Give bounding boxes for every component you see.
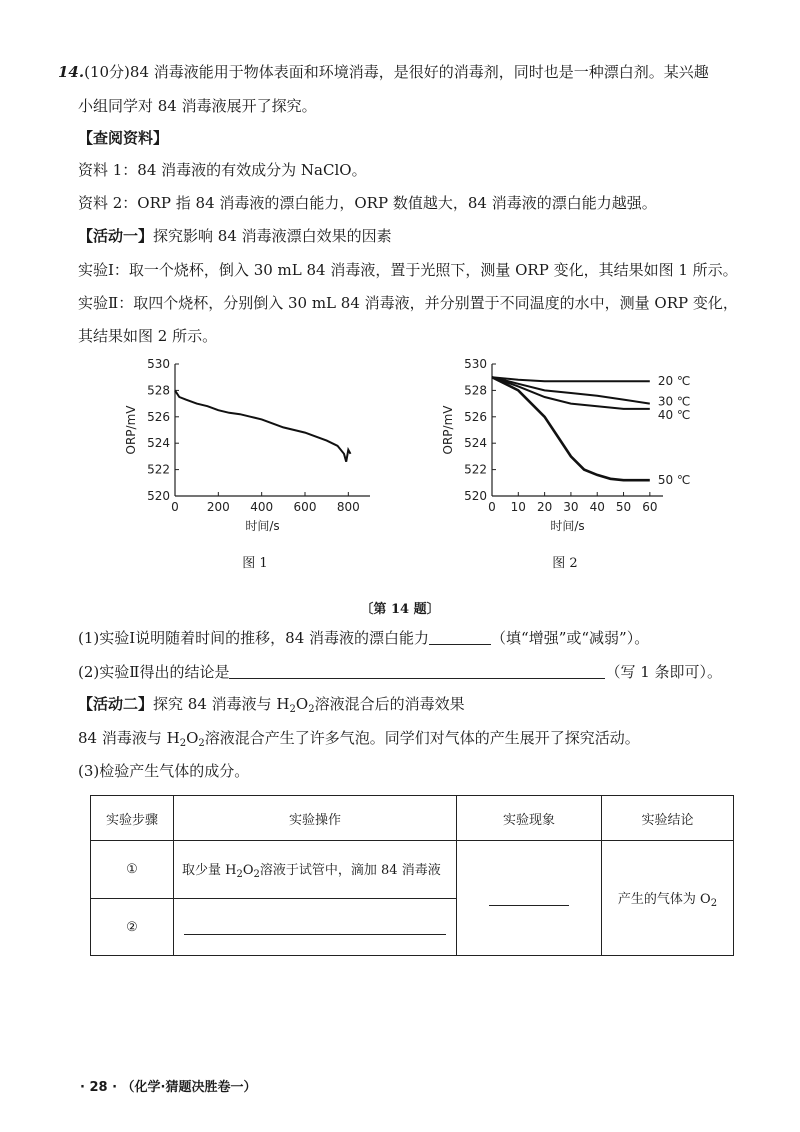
table-header-phenomenon: 实验现象 xyxy=(457,796,602,841)
figure-2-chart xyxy=(435,352,705,547)
conclusion-cell xyxy=(602,841,734,956)
table-header-step: 实验步骤 xyxy=(91,796,174,841)
figure-1-caption: 图 1 xyxy=(242,556,268,571)
step-2-cell: ② xyxy=(91,899,174,956)
q2-answer-blank[interactable] xyxy=(229,662,605,679)
op1-b: O xyxy=(242,863,254,878)
question-number: 14. xyxy=(58,63,85,81)
step-1-cell: ① xyxy=(91,841,174,899)
y-tick-label: 522 xyxy=(147,462,170,477)
x-tick-label: 60 xyxy=(642,500,658,514)
y-tick-label: 528 xyxy=(147,383,170,398)
q1-text-before: (1)实验Ⅰ说明随着时间的推移，84 消毒液的漂白能力 xyxy=(78,629,430,647)
y-tick-label: 526 xyxy=(464,409,487,424)
op1-sub2: 2 xyxy=(253,869,260,880)
figure-label: 〔第 14 题〕 xyxy=(360,602,440,617)
x-tick-label: 10 xyxy=(510,500,526,514)
series-line-1 xyxy=(175,390,351,461)
operation-2-cell xyxy=(174,899,457,956)
activity2-description xyxy=(78,728,640,754)
question-2 xyxy=(78,662,722,682)
research-heading: 【查阅资料】 xyxy=(78,129,169,147)
question-intro-line1 xyxy=(58,62,709,82)
y-axis-label: ORP/mV xyxy=(124,405,138,455)
x-tick-label: 0 xyxy=(488,500,496,514)
question-1 xyxy=(78,628,649,648)
question-score: (10分) xyxy=(84,63,130,81)
x-axis-label: 时间/s xyxy=(550,519,585,533)
q1-answer-blank[interactable] xyxy=(429,628,491,645)
figure-2-caption: 图 2 xyxy=(552,556,578,571)
table-header-operation: 实验操作 xyxy=(174,796,457,841)
x-tick-label: 20 xyxy=(536,500,553,514)
research-item-1: 资料 1：84 消毒液的有效成分为 NaClO。 xyxy=(78,161,367,179)
activity2-heading-line xyxy=(78,694,465,720)
x-tick-label: 400 xyxy=(250,500,274,514)
x-axis-label: 时间/s xyxy=(245,519,280,533)
activity2-title-sub2: 2 xyxy=(308,704,315,715)
activity2-title-c: 溶液混合后的消毒效果 xyxy=(314,695,465,713)
x-tick-label: 0 xyxy=(171,500,179,514)
conclusion-text: 产生的气体为 O xyxy=(617,891,711,907)
activity2-title-b: O xyxy=(295,695,309,713)
x-tick-label: 40 xyxy=(589,500,605,514)
x-tick-label: 600 xyxy=(293,500,317,514)
y-tick-label: 520 xyxy=(464,489,487,503)
operation-1-cell xyxy=(174,841,457,899)
q2-text-after: （写 1 条即可）。 xyxy=(605,663,723,681)
y-tick-label: 526 xyxy=(147,409,170,424)
series-label-3: 40 ℃ xyxy=(657,407,691,422)
q2-text-before: (2)实验Ⅱ得出的结论是 xyxy=(78,663,230,681)
experiment-table xyxy=(90,795,734,956)
table-row xyxy=(91,841,734,899)
y-tick-label: 530 xyxy=(147,357,170,371)
activity1-heading-line xyxy=(78,226,392,246)
x-tick-label: 200 xyxy=(206,500,230,514)
y-tick-label: 530 xyxy=(464,357,487,371)
experiment1-text: 实验Ⅰ：取一个烧杯，倒入 30 mL 84 消毒液，置于光照下，测量 ORP 变化，其结果如图 1 所示。 xyxy=(78,261,738,279)
conclusion-sub: 2 xyxy=(710,897,718,909)
activity1-title: 探究影响 84 消毒液漂白效果的因素 xyxy=(153,227,392,245)
activity2-title-sub1: 2 xyxy=(289,704,296,715)
op1-c: 溶液于试管中，滴加 84 消毒液 xyxy=(259,863,441,878)
intro-text-1: 84 消毒液能用于物体表面和环境消毒，是很好的消毒剂，同时也是一种漂白剂。某兴趣 xyxy=(129,63,709,81)
page-footer: · 28 · （化学·猜题决胜卷一） xyxy=(80,1080,257,1095)
operation-2-answer-blank[interactable] xyxy=(184,918,446,935)
x-tick-label: 30 xyxy=(563,500,579,514)
activity2-line-sub1: 2 xyxy=(179,738,187,749)
series-label-1: 20 ℃ xyxy=(657,374,691,389)
y-tick-label: 524 xyxy=(464,436,487,451)
activity2-line-b: O xyxy=(186,729,199,747)
y-tick-label: 528 xyxy=(464,383,487,398)
phenomenon-cell xyxy=(457,841,602,956)
activity2-line-c: 溶液混合产生了许多气泡。同学们对气体的产生展开了探究活动。 xyxy=(204,729,640,747)
figure-1-chart xyxy=(115,352,375,547)
table-header-conclusion: 实验结论 xyxy=(602,796,734,841)
activity2-line-sub2: 2 xyxy=(198,738,205,749)
y-tick-label: 524 xyxy=(147,436,170,451)
op1-a: 取少量 H xyxy=(182,863,237,878)
series-line-1 xyxy=(492,377,650,381)
x-tick-label: 800 xyxy=(336,500,360,514)
question-intro-line2: 小组同学对 84 消毒液展开了探究。 xyxy=(78,97,317,115)
series-label-4: 50 ℃ xyxy=(657,473,691,488)
q1-text-after: （填“增强”或“减弱”）。 xyxy=(491,629,650,647)
activity1-heading: 【活动一】 xyxy=(78,227,154,245)
activity2-heading: 【活动二】 xyxy=(78,695,154,713)
phenomenon-answer-blank[interactable] xyxy=(489,889,569,906)
experiment2-text-2: 其结果如图 2 所示。 xyxy=(78,327,218,345)
question-3: (3)检验产生气体的成分。 xyxy=(78,762,250,780)
x-tick-label: 50 xyxy=(615,500,632,514)
activity2-title-a: 探究 84 消毒液与 H xyxy=(153,695,290,713)
y-axis-label: ORP/mV xyxy=(441,405,455,455)
research-item-2: 资料 2：ORP 指 84 消毒液的漂白能力，ORP 数值越大，84 消毒液的漂白能力越强。 xyxy=(78,194,657,212)
y-tick-label: 520 xyxy=(147,489,170,503)
op1-sub1: 2 xyxy=(236,869,243,880)
experiment2-text-1: 实验Ⅱ：取四个烧杯，分别倒入 30 mL 84 消毒液，并分别置于不同温度的水中，测量 ORP 变化， xyxy=(78,294,738,312)
table-header-row xyxy=(91,796,734,841)
activity2-line-a: 84 消毒液与 H xyxy=(78,729,180,747)
series-label-2: 30 ℃ xyxy=(657,394,691,409)
y-tick-label: 522 xyxy=(464,462,487,477)
